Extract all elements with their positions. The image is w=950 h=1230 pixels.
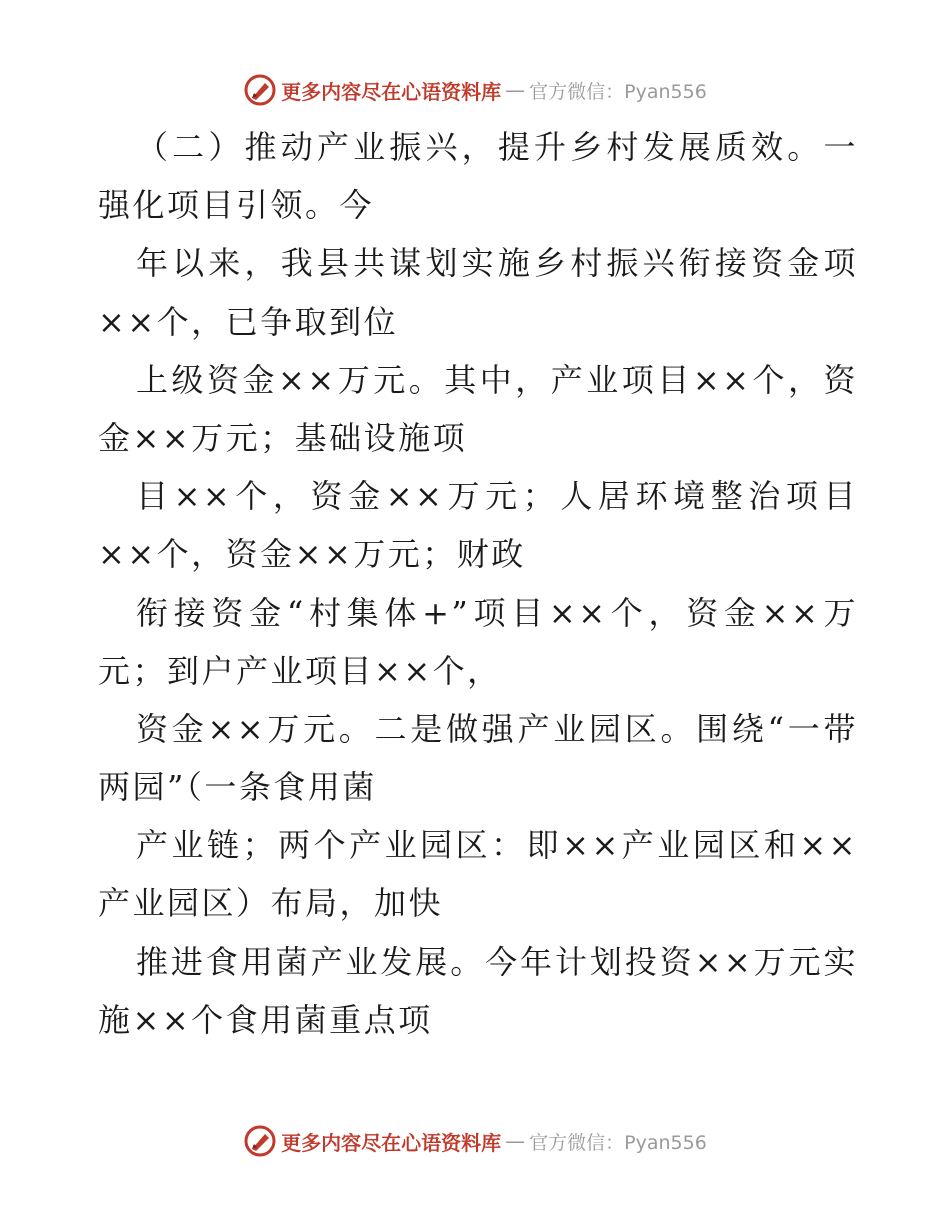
banner-title: 更多内容尽在心语资料库 [281, 1130, 502, 1155]
text-line: 年以来，我县共谋划实施乡村振兴衔接资金项 [136, 244, 858, 283]
paragraph [98, 933, 858, 1049]
banner-wechat: 官方微信：Pyan556 [529, 80, 707, 103]
pen-logo-icon [243, 73, 277, 107]
text-line: 上级资金××万元。其中，产业项目××个，资 [136, 360, 858, 399]
paragraph [98, 584, 858, 700]
text-line: 产业链；两个产业园区：即××产业园区和×× [136, 826, 858, 865]
banner-wechat: 官方微信：Pyan556 [529, 1131, 707, 1154]
paragraph [98, 816, 858, 932]
text-line: 元；到户产业项目××个， [98, 651, 502, 690]
paragraph [98, 351, 858, 467]
text-line: （二）推动产业振兴，提升乡村发展质效。一 [136, 128, 858, 166]
text-line: 两园”（一条食用菌 [98, 768, 377, 807]
text-line: 资金××万元。二是做强产业园区。围绕“一带 [136, 709, 858, 748]
text-line: ××个，已争取到位 [98, 302, 399, 341]
paragraph [98, 467, 858, 583]
text-line: ××个，资金××万元；财政 [98, 535, 526, 574]
text-line: 目××个，资金××万元；人居环境整治项目 [136, 477, 858, 516]
text-line: 推进食用菌产业发展。今年计划投资××万元实 [136, 942, 858, 981]
banner-title: 更多内容尽在心语资料库 [281, 79, 502, 104]
header-banner [0, 70, 950, 110]
text-line: 产业园区）布局，加快 [98, 884, 444, 923]
paragraph [98, 234, 858, 350]
banner-separator: — [505, 1129, 526, 1153]
text-line: 衔接资金“村集体+”项目××个，资金××万 [136, 593, 858, 632]
document-body [98, 118, 858, 1049]
pen-logo-icon [243, 1124, 277, 1158]
paragraph [98, 118, 858, 234]
banner-separator: — [505, 78, 526, 102]
footer-banner [0, 1121, 950, 1161]
text-line: 金××万元；基础设施项 [98, 418, 468, 457]
text-line: 施××个食用菌重点项 [98, 1000, 433, 1039]
text-line: 强化项目引领。今 [98, 186, 375, 225]
paragraph [98, 700, 858, 816]
